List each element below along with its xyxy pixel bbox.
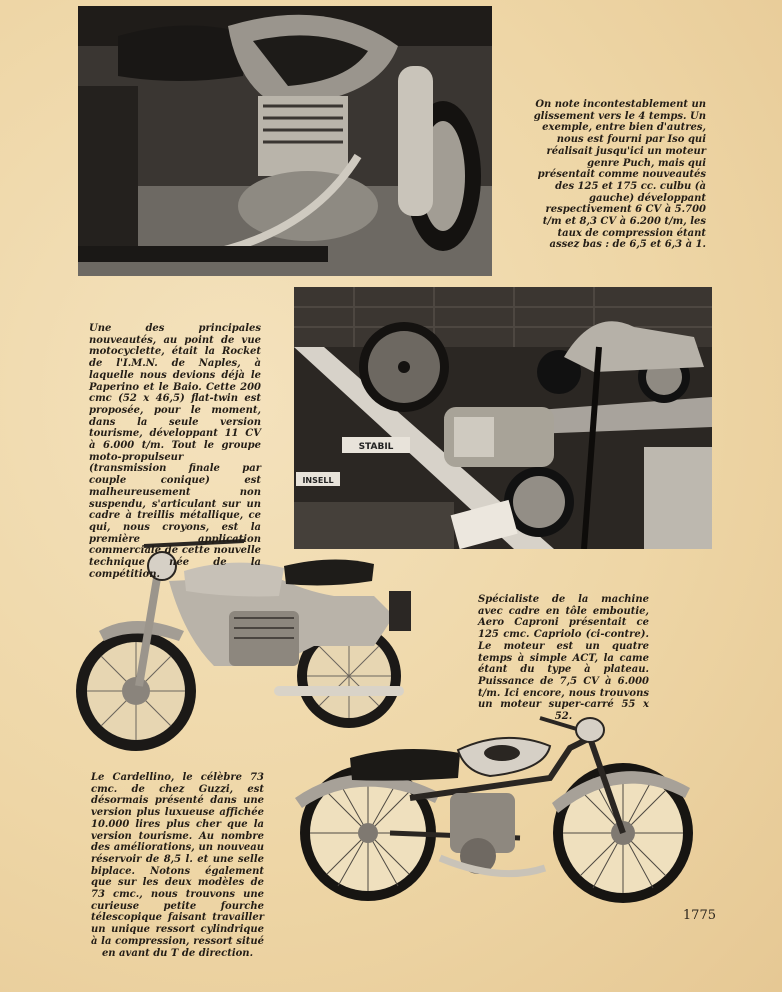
caption-aero: Spécialiste de la machine avec cadre en tôle emboutie, Aero Caproni présentait ce 125 cmc. Capriolo (ci-contre). Le moteur est un quatre temps à simple ACT, la came étant du type à plateau. Puissance de 7,5 CV à 6.000 t/m. Ici encore, nous trouvons un moteur super-carré 55 x 52.: [478, 594, 649, 723]
caption-guzzi: Le Cardellino, le célèbre 73 cmc. de chez Guzzi, est désormais présenté dans une version plus luxueuse affichée 10.000 lires plus cher que la version tourisme. Au nombre des améliorations, un nouveau réservoir de 8,5 l. et une selle biplace. Notons également que sur les deux modèles de 73 cmc., nous trouvons une curieuse petite fourche télescopique faisant travailler un unique ressort cylindrique à la compression, ressort situé en avant du T de direction.: [91, 772, 264, 959]
stand-sign-text-2: INSELL: [302, 476, 334, 485]
stand-sign-text: STABIL: [358, 442, 394, 452]
photo-guzzi-cardellino: [290, 708, 710, 913]
photo-iso-engine: [78, 6, 492, 276]
caption-iso: On note incontestablement un glissement vers le 4 temps. Un exemple, entre bien d'autres, nous est fourni par Iso qui réalisait jusqu'ici un moteur genre Puch, mais qui présentait comme nouveautés des 125 et 175 cc. culbu (à gauche) développant respectivement 6 CV à 5.700 t/m et 8,3 CV à 6.200 t/m, les taux de compression étant assez bas : de 6,5 et 6,3 à 1.: [533, 99, 706, 251]
photo-rocket-exhibit: [294, 287, 712, 549]
page-number: 1775: [682, 908, 716, 923]
caption-rocket: Une des principales nouveautés, au point de vue motocyclette, était la Rocket de l'I.M.N. de Naples, à laquelle nous devions déjà le Paperino et le Baio. Cette 200 cmc (52 x 46,5) flat-twin est proposée, pour le moment, dans la seule version tourisme, développant 11 CV à 6.000 t/m. Tout le groupe moto-propulseur (transmission finale par couple conique) est malheureusement non suspendu, s'articulant sur un cadre à treillis métallique, ce qui, nous croyons, est la première application commerciale de cette nouvelle technique née de la compétition.: [89, 323, 261, 580]
